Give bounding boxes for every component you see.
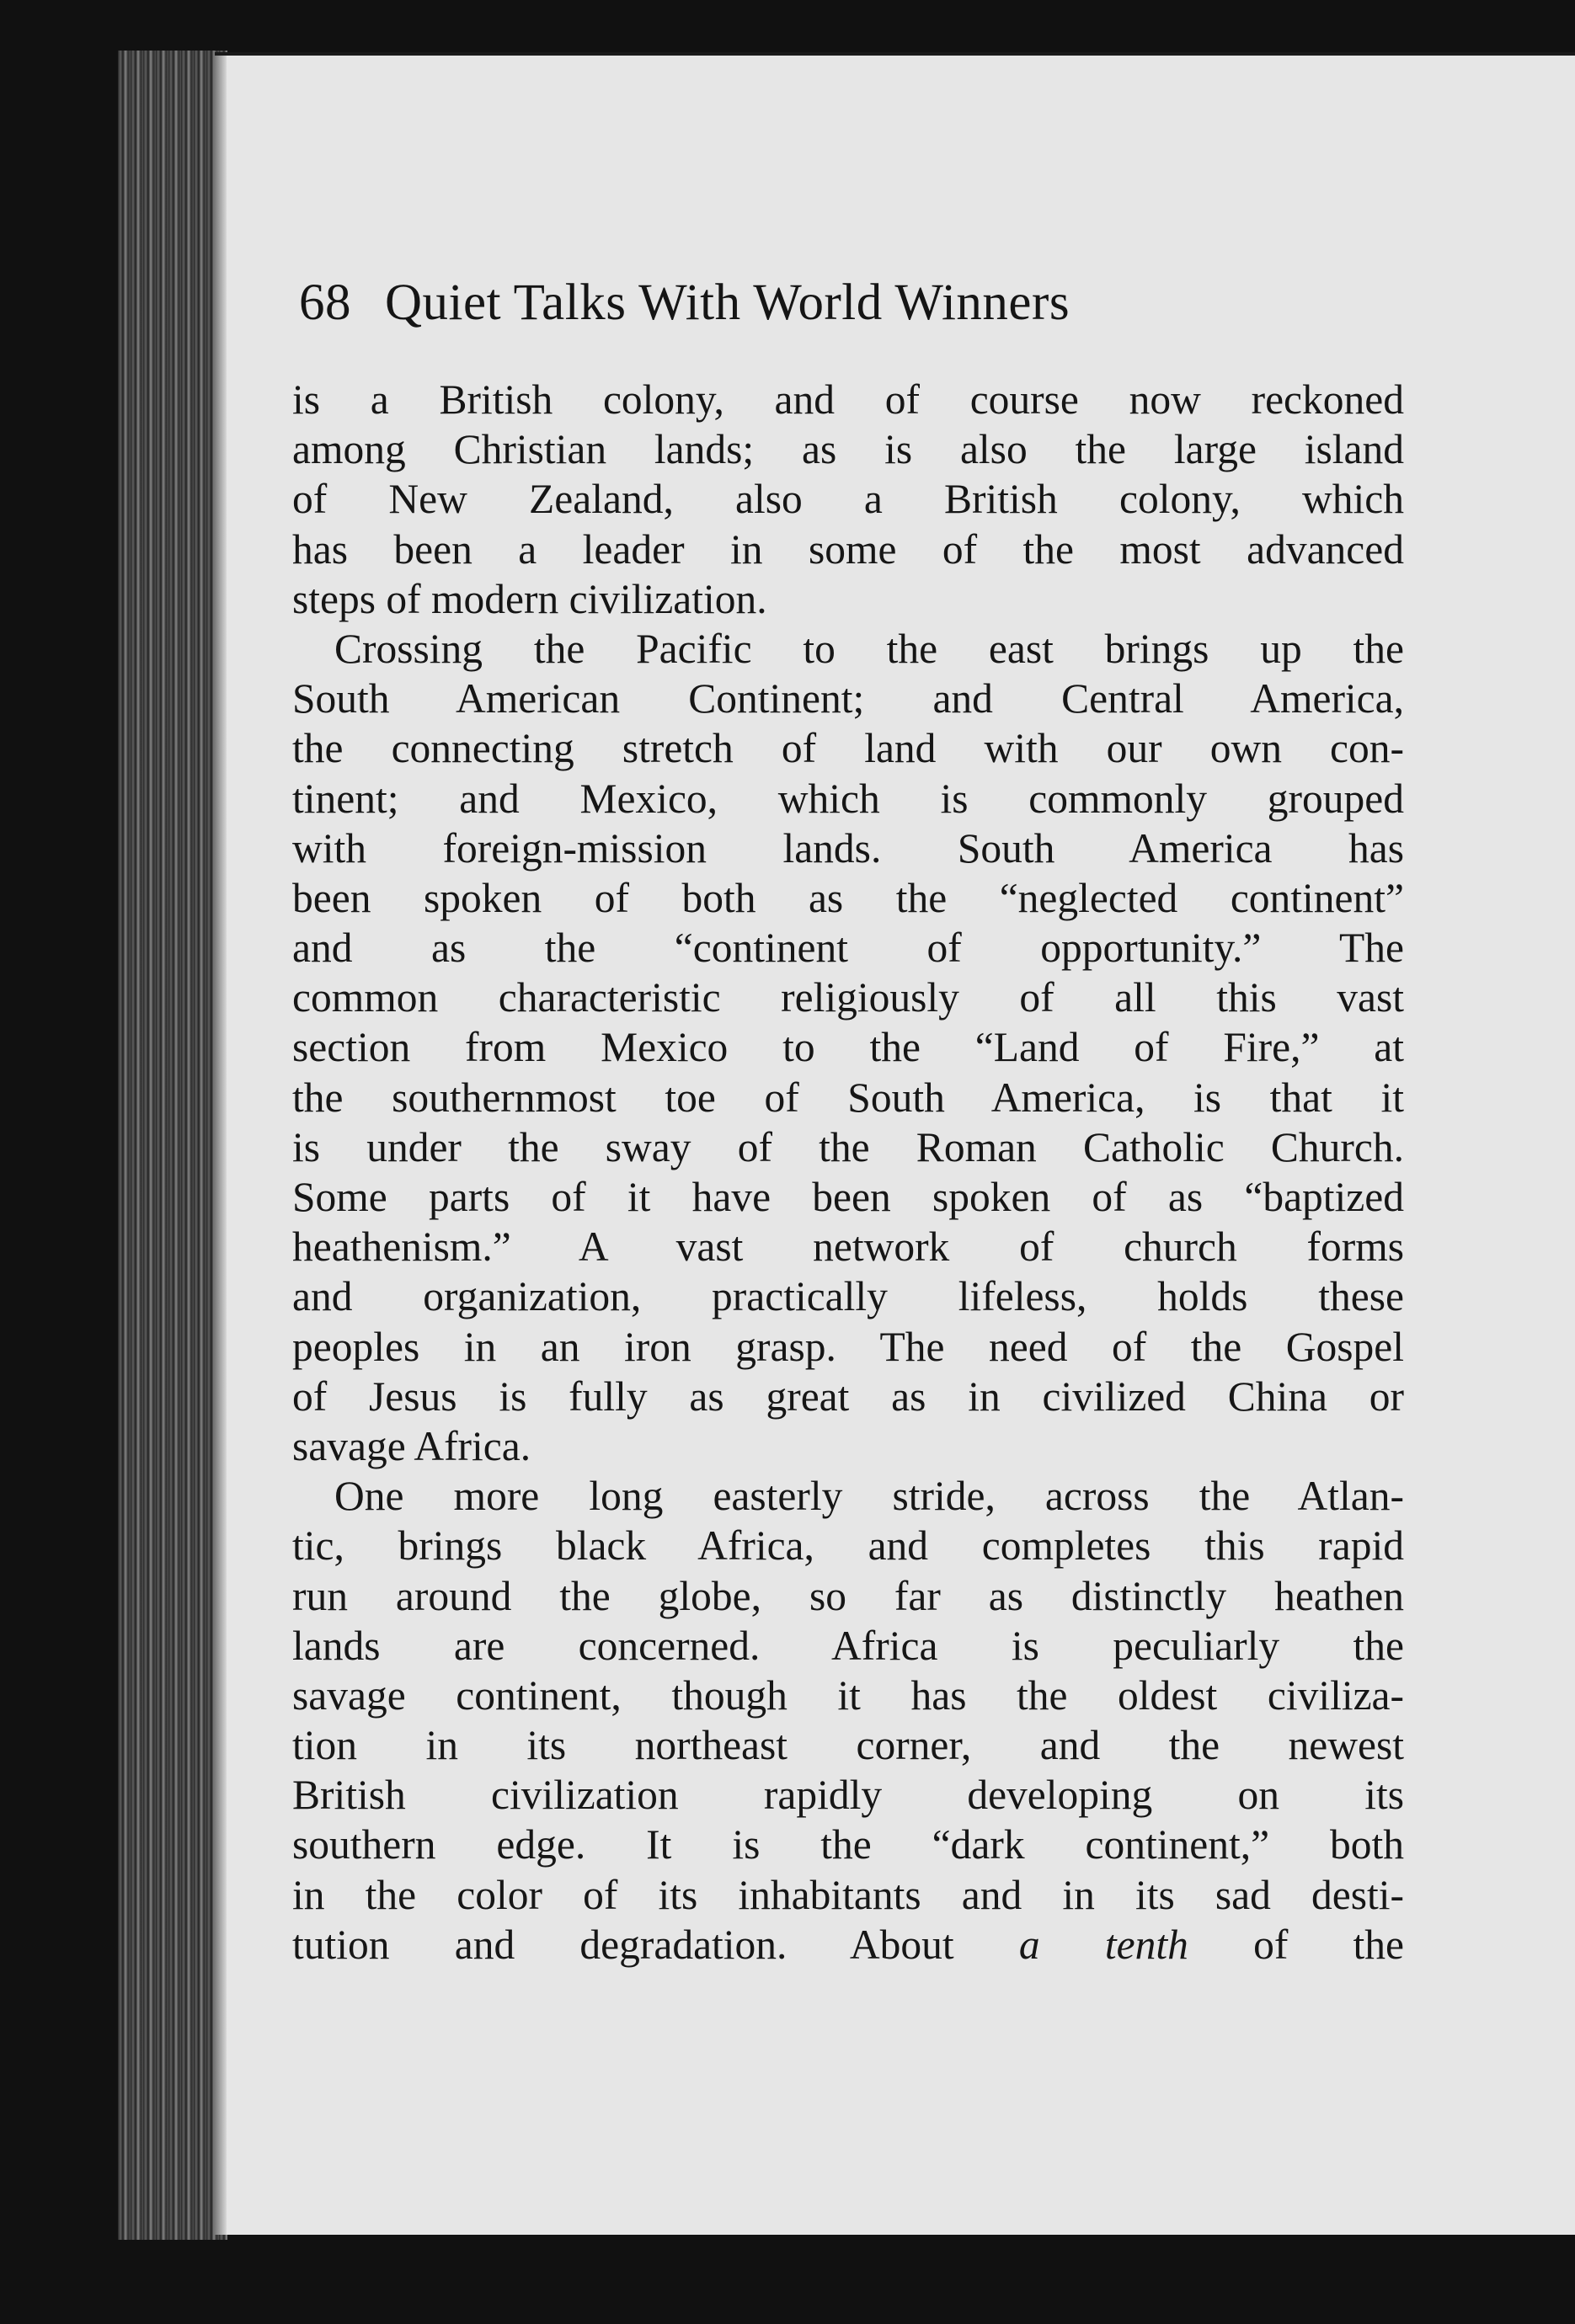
text-line: been spoken of both as the “neglected continent” (292, 874, 1404, 921)
text-line: run around the globe, so far as distinctly heathen (292, 1572, 1404, 1619)
text-line: has been a leader in some of the most advanced (292, 525, 1404, 573)
body-text (292, 375, 1404, 1970)
page-edge-shadow (215, 56, 227, 2235)
text-line: the connecting stretch of land with our own con- (292, 725, 1404, 772)
text-line: tic, brings black Africa, and completes this rapid (292, 1522, 1404, 1570)
book-binding (118, 51, 227, 2240)
text-line: savage continent, though it has the oldest civiliza- (292, 1671, 1404, 1719)
text-line: section from Mexico to the “Land of Fire,” at (292, 1024, 1404, 1071)
text-line: among Christian lands; as is also the large island (292, 426, 1404, 473)
page-number: 68 (299, 275, 351, 331)
text-line: Crossing the Pacific to the east brings up the (334, 625, 1404, 672)
text-line: southern edge. It is the “dark continent,” both (292, 1821, 1404, 1868)
text-line: South American Continent; and Central America, (292, 675, 1404, 722)
text-line: the southernmost toe of South America, is that it (292, 1074, 1404, 1121)
text-fragment: of the (1253, 1921, 1405, 1968)
text-line: British civilization rapidly developing on its (292, 1772, 1404, 1819)
text-line: heathenism.” A vast network of church forms (292, 1223, 1404, 1271)
emphasized-text: a tenth (1018, 1921, 1188, 1968)
text-line: with foreign-mission lands. South America has (292, 824, 1404, 872)
text-line: is under the sway of the Roman Catholic Church. (292, 1123, 1404, 1170)
text-fragment: tution and degradation. About (292, 1921, 954, 1968)
text-line: tinent; and Mexico, which is commonly grouped (292, 775, 1404, 822)
text-line: and organization, practically lifeless, holds these (292, 1273, 1404, 1320)
text-line: of New Zealand, also a British colony, which (292, 476, 1404, 523)
text-line: common characteristic religiously of all this vast (292, 974, 1404, 1021)
text-line: savage Africa. (292, 1422, 531, 1469)
text-line: in the color of its inhabitants and in its sad desti- (292, 1871, 1404, 1918)
text-line: tion in its northeast corner, and the newest (292, 1722, 1404, 1769)
text-line: of Jesus is fully as great as in civilized China or (292, 1373, 1404, 1420)
text-line: lands are concerned. Africa is peculiarly the (292, 1622, 1404, 1669)
text-line: steps of modern civilization. (292, 575, 767, 622)
book-title: Quiet Talks With World Winners (385, 275, 1070, 331)
text-line: and as the “continent of opportunity.” The (292, 925, 1404, 972)
text-line-final (292, 1920, 1404, 1970)
running-head (299, 274, 1377, 333)
text-line: Some parts of it have been spoken of as “baptized (292, 1174, 1404, 1220)
text-line: peoples in an iron grasp. The need of the Gospel (292, 1323, 1404, 1370)
text-line: One more long easterly stride, across the Atlan- (334, 1473, 1404, 1520)
text-line: is a British colony, and of course now reckoned (292, 376, 1404, 423)
